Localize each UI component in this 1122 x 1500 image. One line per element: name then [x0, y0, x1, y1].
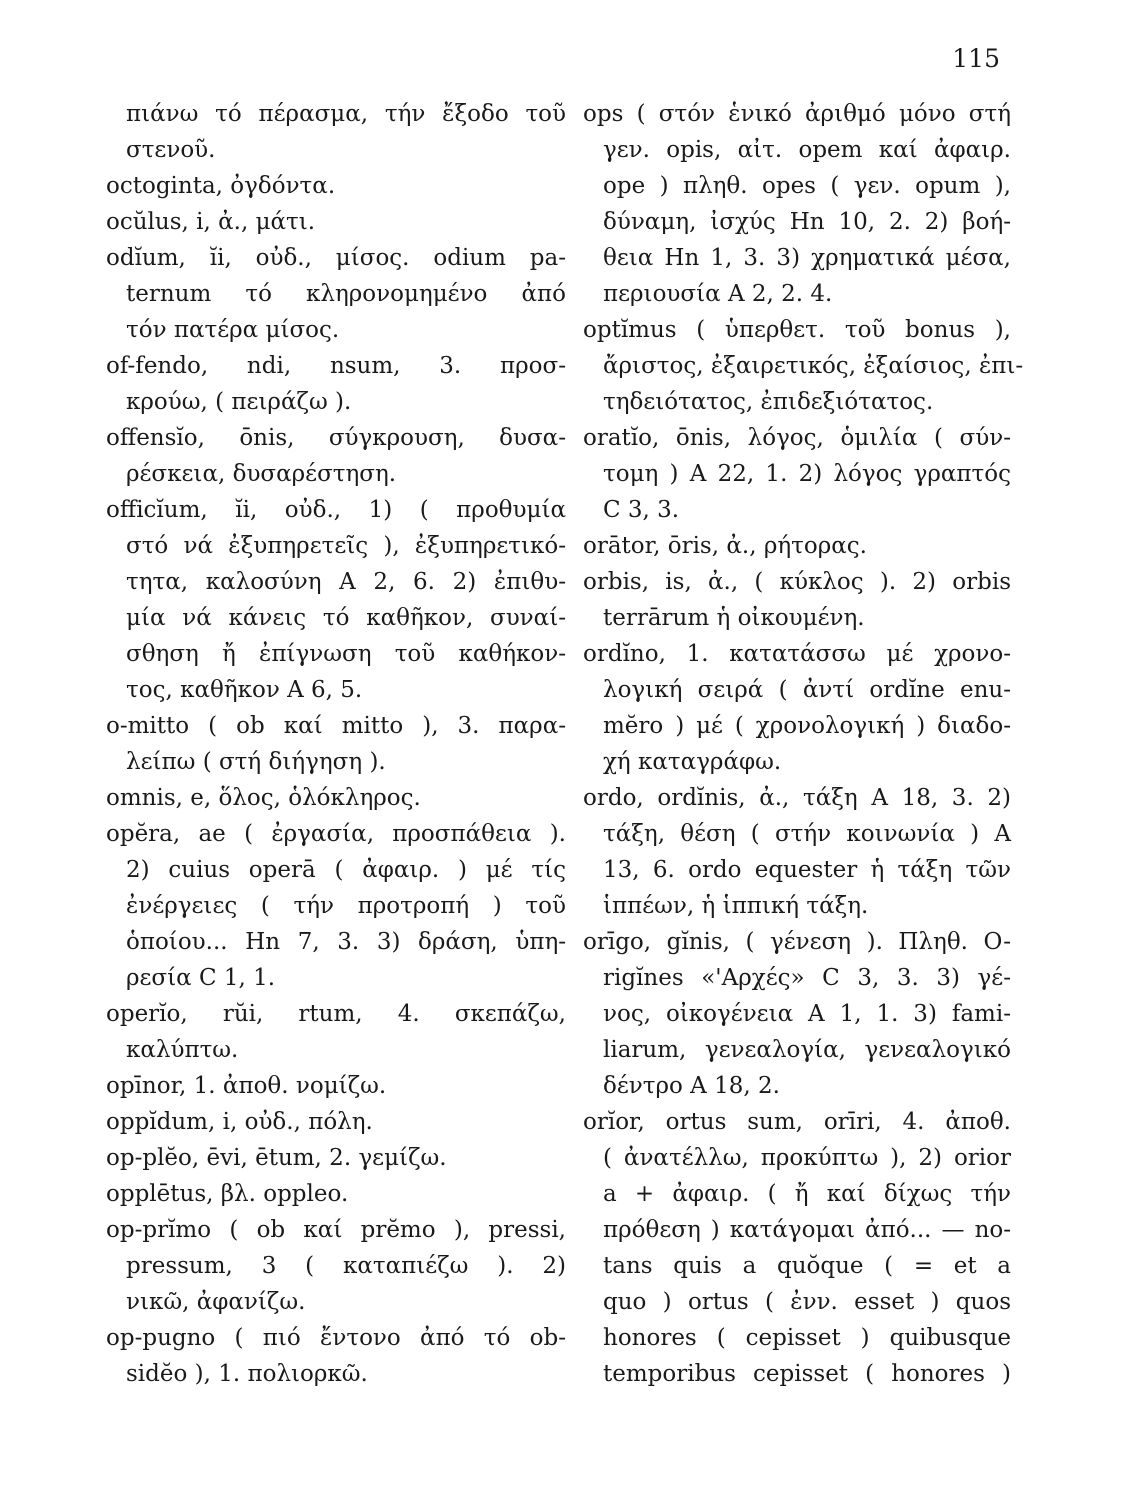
entry-headword-line: opĕra, ae ( ἐργασία, προσπάθεια ). — [106, 821, 566, 847]
entry-continuation-line: terrārum ἡ οἰκουμένη. — [603, 605, 865, 631]
entry-headword-line: offensĭo, ōnis, σύγκρουση, δυσα- — [106, 425, 566, 451]
entry-headword-line: opplētus, βλ. oppleo. — [106, 1181, 349, 1207]
entry-continuation-line: στενοῦ. — [126, 137, 216, 163]
entry-continuation-line: περιουσία A 2, 2. 4. — [603, 281, 833, 307]
entry-headword-line: oppĭdum, i, οὐδ., πόλη. — [106, 1109, 373, 1135]
entry-continuation-line: σθηση ἤ ἐπίγνωση τοῦ καθήκον- — [126, 641, 566, 667]
entry-continuation-line: λογική σειρά ( ἀντί ordĭne enu- — [603, 677, 1011, 703]
entry-continuation-line: στό νά ἐξυπηρετεῖς ), ἐξυπηρετικό- — [126, 533, 566, 559]
entry-headword-line: officĭum, ĭi, οὐδ., 1) ( προθυμία — [106, 497, 566, 523]
entry-continuation-line: πιάνω τό πέρασμα, τήν ἔξοδο τοῦ — [126, 101, 566, 127]
entry-continuation-line: τομη ) A 22, 1. 2) λόγος γραπτός — [603, 461, 1011, 487]
entry-continuation-line: χή καταγράφω. — [603, 749, 782, 775]
entry-continuation-line: C 3, 3. — [603, 497, 680, 523]
entry-headword-line: op-prĭmo ( ob καί prĕmo ), pressi, — [106, 1217, 566, 1243]
entry-headword-line: optĭmus ( ὑπερθετ. τοῦ bonus ), — [583, 317, 1011, 343]
entry-continuation-line: τηδειότατος, ἐπιδεξιότατος. — [603, 389, 934, 415]
entry-continuation-line: πρόθεση ) κατάγομαι ἀπό... — no- — [603, 1217, 1011, 1243]
entry-continuation-line: pressum, 3 ( καταπιέζω ). 2) — [126, 1253, 566, 1279]
entry-headword-line: of-fendo, ndi, nsum, 3. προσ- — [106, 353, 566, 379]
entry-continuation-line: τόν πατέρα μίσος. — [126, 317, 340, 343]
entry-continuation-line: ἱππέων, ἡ ἱππική τάξη. — [603, 893, 869, 919]
entry-headword-line: orbis, is, ἀ., ( κύκλος ). 2) orbis — [583, 569, 1011, 595]
entry-continuation-line: ternum τό κληρονομημένο ἀπό — [126, 281, 566, 307]
entry-continuation-line: θεια Hn 1, 3. 3) χρηματικά μέσα, — [603, 245, 1011, 271]
right-column — [583, 96, 1024, 1392]
entry-headword-line: ordĭno, 1. κατατάσσω μέ χρονο- — [583, 641, 1011, 667]
entry-headword-line: odĭum, ĭi, οὐδ., μίσος. odium pa- — [106, 245, 566, 271]
entry-continuation-line: μία νά κάνεις τό καθῆκον, συναί- — [126, 605, 566, 631]
entry-continuation-line: ρέσκεια, δυσαρέστηση. — [126, 461, 397, 487]
entry-continuation-line: 13, 6. ordo equester ἡ τάξη τῶν — [603, 857, 1011, 883]
entry-continuation-line: ( ἀνατέλλω, προκύπτω ), 2) orior — [603, 1145, 1011, 1171]
entry-headword-line: operĭo, rŭi, rtum, 4. σκεπάζω, — [106, 1001, 566, 1027]
entry-continuation-line: ope ) πληθ. opes ( γεν. opum ), — [603, 173, 1011, 199]
entry-continuation-line: καλύπτω. — [126, 1037, 239, 1063]
entry-continuation-line: τος, καθῆκον A 6, 5. — [126, 677, 363, 703]
entry-continuation-line: λείπω ( στή διήγηση ). — [126, 749, 386, 775]
entry-continuation-line: a + ἀφαιρ. ( ἤ καί δίχως τήν — [603, 1181, 1011, 1207]
entry-continuation-line: νικῶ, ἀφανίζω. — [126, 1289, 306, 1315]
left-column — [106, 96, 566, 1392]
entry-continuation-line: quo ) ortus ( ἐνν. esset ) quos — [603, 1289, 1011, 1315]
entry-continuation-line: δύναμη, ἰσχύς Hn 10, 2. 2) βοή- — [603, 209, 1011, 235]
entry-headword-line: o-mitto ( ob καί mitto ), 3. παρα- — [106, 713, 566, 739]
entry-continuation-line: ἄριστος, ἐξαιρετικός, ἐξαίσιος, ἐπι- — [603, 353, 1024, 379]
entry-headword-line: ordo, ordĭnis, ἀ., τάξη A 18, 3. 2) — [583, 785, 1011, 811]
entry-headword-line: opīnor, 1. ἀποθ. νομίζω. — [106, 1073, 387, 1099]
entry-headword-line: ops ( στόν ἑνικό ἀριθμό μόνο στή — [583, 101, 1011, 127]
entry-continuation-line: sidĕo ), 1. πολιορκῶ. — [126, 1361, 368, 1387]
entry-continuation-line: ρεσία C 1, 1. — [126, 965, 276, 991]
entry-continuation-line: liarum, γενεαλογία, γενεαλογικό — [603, 1037, 1011, 1063]
entry-continuation-line: δέντρο A 18, 2. — [603, 1073, 780, 1099]
entry-headword-line: op-plĕo, ēvi, ētum, 2. γεμίζω. — [106, 1145, 447, 1171]
entry-headword-line: orīgo, gĭnis, ( γένεση ). Πληθ. O- — [583, 929, 1011, 955]
entry-continuation-line: γεν. opis, αἰτ. opem καί ἀφαιρ. — [603, 137, 1011, 163]
entry-continuation-line: ἐνέργειες ( τήν προτροπή ) τοῦ — [126, 893, 566, 919]
entry-headword-line: octoginta, ὀγδόντα. — [106, 173, 336, 199]
entry-headword-line: oratĭo, ōnis, λόγος, ὁμιλία ( σύν- — [583, 425, 1011, 451]
entry-continuation-line: honores ( cepisset ) quibusque — [603, 1325, 1011, 1351]
entry-continuation-line: τητα, καλοσύνη A 2, 6. 2) ἐπιθυ- — [126, 569, 566, 595]
entry-continuation-line: temporibus cepisset ( honores ) — [603, 1361, 1011, 1387]
entry-continuation-line: τάξη, θέση ( στήν κοινωνία ) A — [603, 821, 1011, 847]
entry-headword-line: orātor, ōris, ἀ., ρήτορας. — [583, 533, 867, 559]
entry-headword-line: orĭor, ortus sum, orīri, 4. ἀποθ. — [583, 1109, 1011, 1135]
entry-continuation-line: νος, οἰκογένεια A 1, 1. 3) fami- — [603, 1001, 1011, 1027]
entry-headword-line: ocŭlus, i, ἀ., μάτι. — [106, 209, 316, 235]
entry-headword-line: omnis, e, ὅλος, ὁλόκληρος. — [106, 785, 421, 811]
page-number: 115 — [952, 44, 1000, 73]
entry-continuation-line: 2) cuius operā ( ἀφαιρ. ) μέ τίς — [126, 857, 566, 883]
entry-continuation-line: rigĭnes «'Αρχές» C 3, 3. 3) γέ- — [603, 965, 1011, 991]
entry-continuation-line: κρούω, ( πειράζω ). — [126, 389, 352, 415]
entry-continuation-line: tans quis a quŏque ( = et a — [603, 1253, 1011, 1279]
entry-continuation-line: ὁποίου... Hn 7, 3. 3) δράση, ὑπη- — [126, 929, 566, 955]
entry-headword-line: op-pugno ( πιό ἔντονο ἀπό τό ob- — [106, 1325, 566, 1351]
entry-continuation-line: mĕro ) μέ ( χρονολογική ) διαδο- — [603, 713, 1011, 739]
